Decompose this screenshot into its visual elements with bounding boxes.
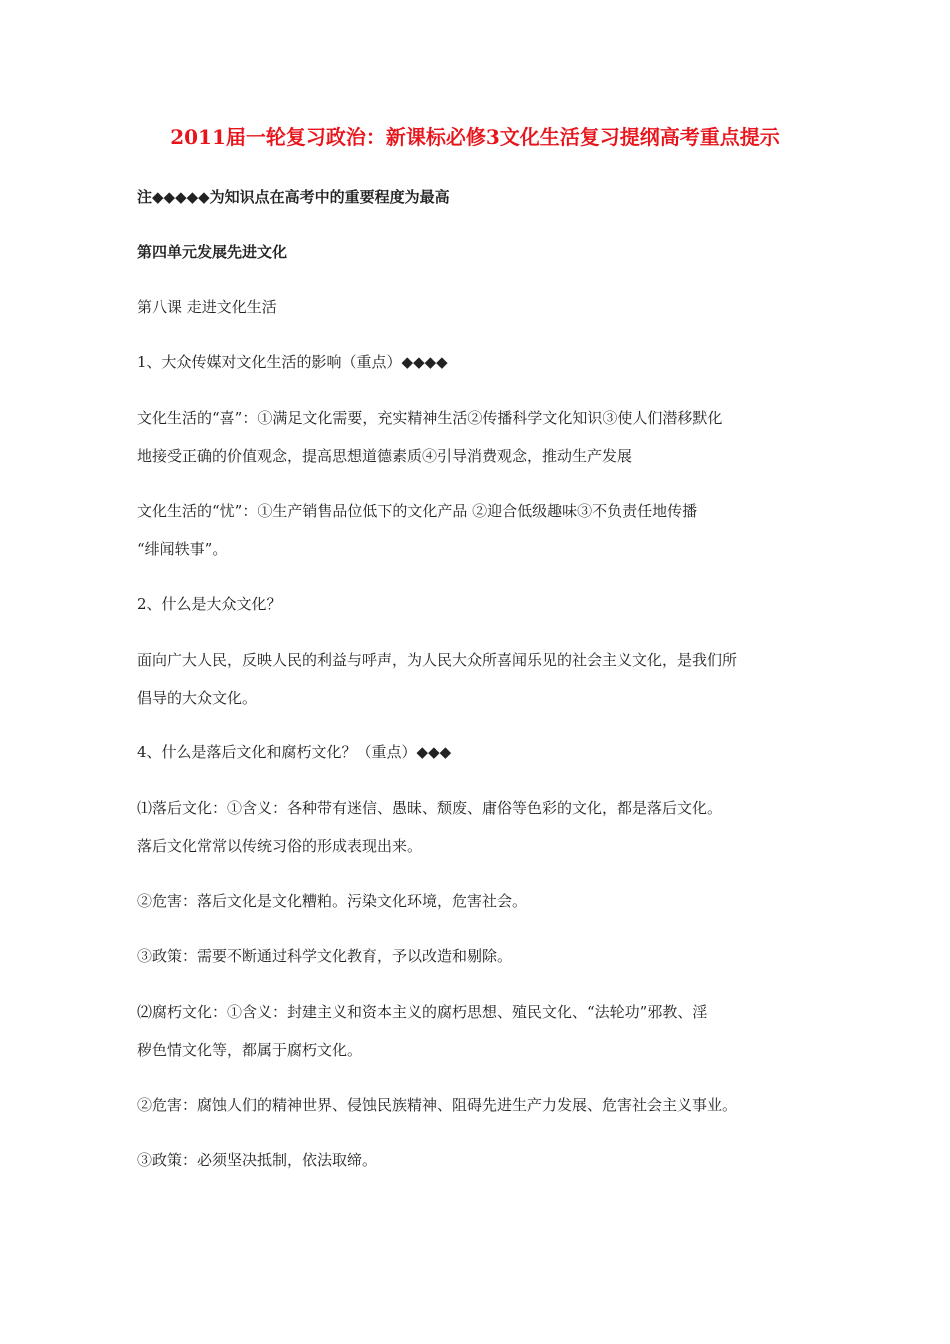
unit-heading: 第四单元发展先进文化 [137, 243, 288, 261]
paragraph-mass-culture [137, 641, 813, 717]
paragraph-decadent-culture-line-1: ⑵腐朽文化：①含义：封建主义和资本主义的腐朽思想、殖民文化、“法轮功”邪教、淫 [137, 1003, 708, 1021]
paragraph-decadent-culture [137, 993, 813, 1069]
document-title: 2011届一轮复习政治：新课标必修3文化生活复习提纲高考重点提示 [170, 125, 780, 149]
paragraph-joy-line-1: 文化生活的“喜”：①满足文化需要，充实精神生活②传播科学文化知识③使人们潜移默化 [137, 409, 723, 427]
paragraph-mass-culture-line-2: 倡导的大众文化。 [137, 689, 258, 707]
paragraph-mass-culture-line-1: 面向广大人民，反映人民的利益与呼声，为人民大众所喜闻乐见的社会主义文化，是我们所 [137, 651, 738, 669]
paragraph-backward-culture-line-1: ⑴落后文化：①含义：各种带有迷信、愚昧、颓废、庸俗等色彩的文化，都是落后文化。 [137, 799, 723, 817]
backward-culture-harm: ②危害：落后文化是文化糟粕。污染文化环境，危害社会。 [137, 892, 528, 910]
backward-culture-policy: ③政策：需要不断通过科学文化教育，予以改造和剔除。 [137, 947, 513, 965]
paragraph-backward-culture-line-2: 落后文化常常以传统习俗的形成表现出来。 [137, 837, 423, 855]
lesson-heading: 第八课 走进文化生活 [137, 298, 277, 316]
paragraph-decadent-culture-line-2: 秽色情文化等，都属于腐朽文化。 [137, 1041, 363, 1059]
paragraph-backward-culture [137, 789, 813, 865]
question-4: 4、什么是落后文化和腐朽文化？（重点）◆◆◆ [137, 743, 452, 761]
question-2: 2、什么是大众文化？ [137, 595, 282, 613]
importance-note: 注◆◆◆◆◆为知识点在高考中的重要程度为最高 [137, 188, 450, 206]
paragraph-worry-line-1: 文化生活的“忧”：①生产销售品位低下的文化产品 ②迎合低级趣味③不负责任地传播 [137, 502, 698, 520]
decadent-culture-harm: ②危害：腐蚀人们的精神世界、侵蚀民族精神、阻碍先进生产力发展、危害社会主义事业。 [137, 1096, 738, 1114]
paragraph-worry-line-2: “绯闻轶事”。 [137, 540, 228, 558]
question-1: 1、大众传媒对文化生活的影响（重点）◆◆◆◆ [137, 353, 448, 371]
paragraph-worry [137, 492, 813, 568]
paragraph-joy-line-2: 地接受正确的价值观念，提高思想道德素质④引导消费观念，推动生产发展 [137, 447, 633, 465]
paragraph-joy [137, 399, 813, 475]
decadent-culture-policy: ③政策：必须坚决抵制，依法取缔。 [137, 1151, 378, 1169]
